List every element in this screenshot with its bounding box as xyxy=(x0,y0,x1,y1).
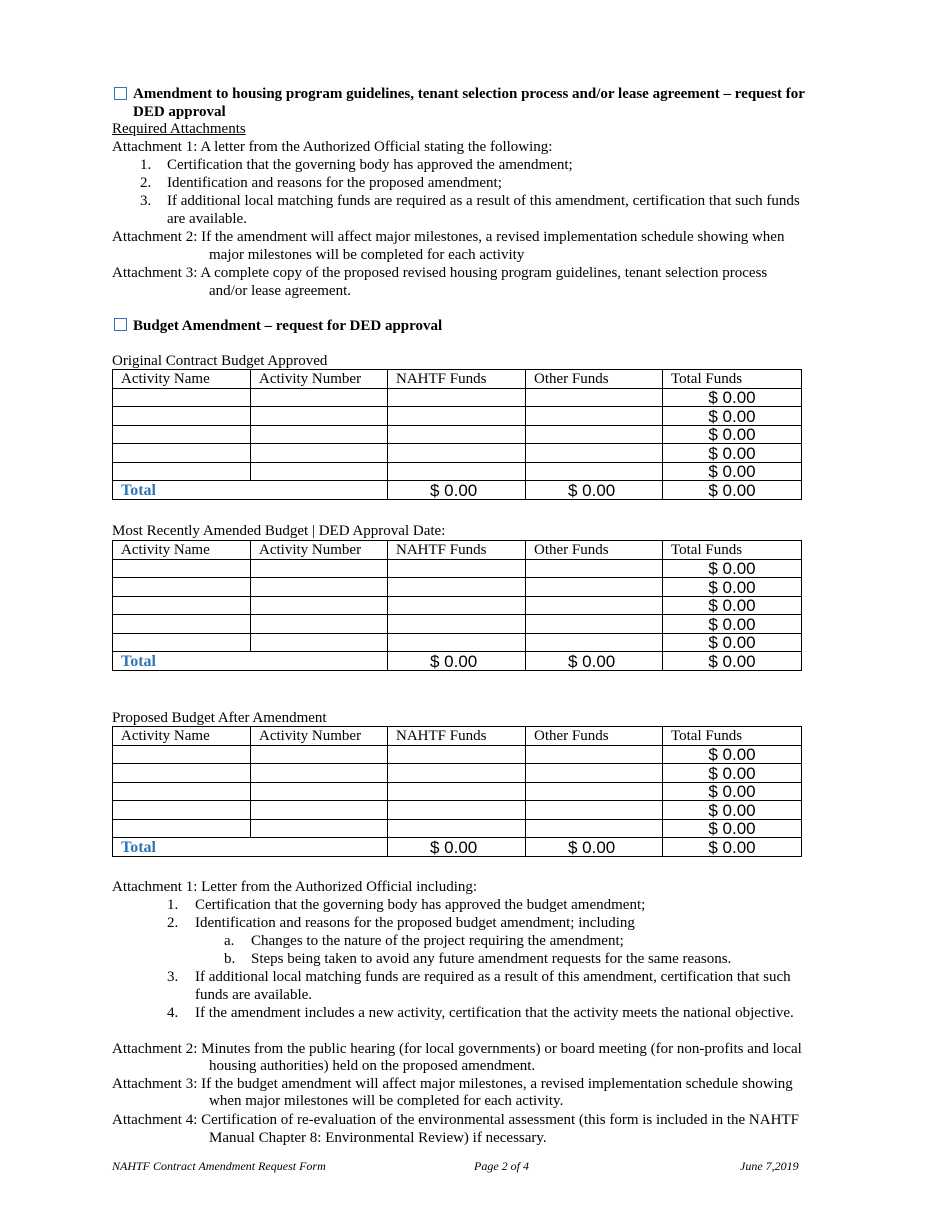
activity-name-field[interactable] xyxy=(113,745,251,764)
budget-item-2a-letter: a. xyxy=(224,933,235,949)
activity-number-field[interactable] xyxy=(251,407,388,426)
header-activity-name: Activity Name xyxy=(113,727,251,746)
budget-attachment3: Attachment 3: If the budget amendment will affect major milestones, a revised implementation schedule showing xyxy=(112,1076,793,1092)
other-funds-field[interactable] xyxy=(526,407,663,426)
row-total-funds: $ 0.00 xyxy=(663,801,802,820)
total-total-funds: $ 0.00 xyxy=(663,838,802,857)
budget-item-1-text: Certification that the governing body has approved the budget amendment; xyxy=(195,897,646,913)
table-row xyxy=(113,745,802,764)
row-total-funds: $ 0.00 xyxy=(663,578,802,597)
section1-item-1-text: Certification that the governing body has approved the amendment; xyxy=(167,157,573,173)
activity-number-field[interactable] xyxy=(251,615,388,634)
table-row xyxy=(113,782,802,801)
activity-number-field[interactable] xyxy=(251,559,388,578)
section1-attachment3: Attachment 3: A complete copy of the proposed revised housing program guidelines, tenant selection process xyxy=(112,265,768,281)
table-header-row xyxy=(113,727,802,746)
header-other-funds: Other Funds xyxy=(526,541,663,560)
activity-number-field[interactable] xyxy=(251,633,388,652)
budget-item-3-num: 3. xyxy=(167,969,179,985)
header-other-funds: Other Funds xyxy=(526,727,663,746)
other-funds-field[interactable] xyxy=(526,819,663,838)
other-funds-field[interactable] xyxy=(526,596,663,615)
activity-number-field[interactable] xyxy=(251,578,388,597)
table-total-row xyxy=(113,652,802,671)
activity-name-field[interactable] xyxy=(113,559,251,578)
row-total-funds: $ 0.00 xyxy=(663,782,802,801)
nahtf-funds-field[interactable] xyxy=(388,801,526,820)
activity-name-field[interactable] xyxy=(113,388,251,407)
activity-name-field[interactable] xyxy=(113,615,251,634)
total-label: Total xyxy=(113,838,388,857)
nahtf-funds-field[interactable] xyxy=(388,462,526,481)
header-nahtf-funds: NAHTF Funds xyxy=(388,541,526,560)
table-row xyxy=(113,578,802,597)
other-funds-field[interactable] xyxy=(526,578,663,597)
activity-name-field[interactable] xyxy=(113,444,251,463)
header-total-funds: Total Funds xyxy=(663,370,802,389)
proposed-budget-table xyxy=(112,726,802,857)
row-total-funds: $ 0.00 xyxy=(663,615,802,634)
activity-number-field[interactable] xyxy=(251,745,388,764)
header-activity-number: Activity Number xyxy=(251,727,388,746)
nahtf-funds-field[interactable] xyxy=(388,764,526,783)
activity-number-field[interactable] xyxy=(251,801,388,820)
activity-name-field[interactable] xyxy=(113,819,251,838)
budget-item-3-text: If additional local matching funds are required as a result of this amendment, certification that such xyxy=(195,969,791,985)
amended-budget-caption: Most Recently Amended Budget | DED Approval Date: xyxy=(112,523,446,539)
housing-guidelines-checkbox[interactable] xyxy=(114,87,127,100)
budget-item-2b-letter: b. xyxy=(224,951,236,967)
other-funds-field[interactable] xyxy=(526,462,663,481)
table-row xyxy=(113,388,802,407)
footer-page-number: Page 2 of 4 xyxy=(474,1159,529,1173)
other-funds-field[interactable] xyxy=(526,425,663,444)
activity-number-field[interactable] xyxy=(251,782,388,801)
original-budget-caption: Original Contract Budget Approved xyxy=(112,353,328,369)
section1-item-3-text-cont: are available. xyxy=(167,211,247,227)
row-total-funds: $ 0.00 xyxy=(663,407,802,426)
row-total-funds: $ 0.00 xyxy=(663,388,802,407)
other-funds-field[interactable] xyxy=(526,444,663,463)
row-total-funds: $ 0.00 xyxy=(663,745,802,764)
budget-item-2-num: 2. xyxy=(167,915,179,931)
original-budget-table xyxy=(112,369,802,500)
total-nahtf-funds: $ 0.00 xyxy=(388,652,526,671)
total-other-funds: $ 0.00 xyxy=(526,481,663,500)
activity-name-field[interactable] xyxy=(113,578,251,597)
row-total-funds: $ 0.00 xyxy=(663,425,802,444)
total-other-funds: $ 0.00 xyxy=(526,652,663,671)
section1-item-2-num: 2. xyxy=(140,175,152,191)
other-funds-field[interactable] xyxy=(526,764,663,783)
activity-name-field[interactable] xyxy=(113,801,251,820)
activity-name-field[interactable] xyxy=(113,462,251,481)
budget-item-3-text-cont: funds are available. xyxy=(195,987,313,1003)
activity-number-field[interactable] xyxy=(251,596,388,615)
row-total-funds: $ 0.00 xyxy=(663,559,802,578)
section2-heading: Budget Amendment – request for DED approval xyxy=(133,318,443,334)
budget-item-2a-text: Changes to the nature of the project requiring the amendment; xyxy=(251,933,624,949)
budget-item-2b-text: Steps being taken to avoid any future amendment requests for the same reasons. xyxy=(251,951,732,967)
activity-number-field[interactable] xyxy=(251,462,388,481)
nahtf-funds-field[interactable] xyxy=(388,782,526,801)
budget-item-4-num: 4. xyxy=(167,1005,179,1021)
nahtf-funds-field[interactable] xyxy=(388,559,526,578)
activity-number-field[interactable] xyxy=(251,388,388,407)
footer-date: June 7,2019 xyxy=(740,1159,799,1173)
row-total-funds: $ 0.00 xyxy=(663,462,802,481)
activity-number-field[interactable] xyxy=(251,819,388,838)
table-row xyxy=(113,801,802,820)
other-funds-field[interactable] xyxy=(526,388,663,407)
table-total-row xyxy=(113,838,802,857)
other-funds-field[interactable] xyxy=(526,801,663,820)
total-other-funds: $ 0.00 xyxy=(526,838,663,857)
budget-attachment4-cont: Manual Chapter 8: Environmental Review) if necessary. xyxy=(209,1130,547,1146)
row-total-funds: $ 0.00 xyxy=(663,444,802,463)
nahtf-funds-field[interactable] xyxy=(388,444,526,463)
other-funds-field[interactable] xyxy=(526,559,663,578)
nahtf-funds-field[interactable] xyxy=(388,745,526,764)
header-activity-name: Activity Name xyxy=(113,541,251,560)
budget-item-1-num: 1. xyxy=(167,897,179,913)
table-row xyxy=(113,559,802,578)
budget-attachment2-cont: housing authorities) held on the proposed amendment. xyxy=(209,1058,536,1074)
nahtf-funds-field[interactable] xyxy=(388,388,526,407)
total-label: Total xyxy=(113,652,388,671)
table-row xyxy=(113,615,802,634)
table-total-row xyxy=(113,481,802,500)
header-nahtf-funds: NAHTF Funds xyxy=(388,727,526,746)
section1-attachment2: Attachment 2: If the amendment will affect major milestones, a revised implementation schedule showing when xyxy=(112,229,785,245)
nahtf-funds-field[interactable] xyxy=(388,407,526,426)
budget-attachment4: Attachment 4: Certification of re-evaluation of the environmental assessment (this form is included in the NAHTF xyxy=(112,1112,799,1128)
section1-item-1-num: 1. xyxy=(140,157,152,173)
other-funds-field[interactable] xyxy=(526,782,663,801)
row-total-funds: $ 0.00 xyxy=(663,633,802,652)
table-row xyxy=(113,633,802,652)
activity-name-field[interactable] xyxy=(113,407,251,426)
header-other-funds: Other Funds xyxy=(526,370,663,389)
footer-form-name: NAHTF Contract Amendment Request Form xyxy=(112,1159,326,1173)
activity-number-field[interactable] xyxy=(251,444,388,463)
header-total-funds: Total Funds xyxy=(663,727,802,746)
total-total-funds: $ 0.00 xyxy=(663,652,802,671)
activity-name-field[interactable] xyxy=(113,633,251,652)
amended-budget-table xyxy=(112,540,802,671)
proposed-budget-caption: Proposed Budget After Amendment xyxy=(112,710,327,726)
section1-attachment1: Attachment 1: A letter from the Authorized Official stating the following: xyxy=(112,139,553,155)
section1-heading-line2: DED approval xyxy=(133,104,226,120)
activity-name-field[interactable] xyxy=(113,764,251,783)
section1-heading-line1: Amendment to housing program guidelines, tenant selection process and/or lease agreement – request for xyxy=(133,86,805,102)
row-total-funds: $ 0.00 xyxy=(663,596,802,615)
budget-attachment1: Attachment 1: Letter from the Authorized Official including: xyxy=(112,879,478,895)
total-nahtf-funds: $ 0.00 xyxy=(388,481,526,500)
other-funds-field[interactable] xyxy=(526,633,663,652)
activity-number-field[interactable] xyxy=(251,425,388,444)
row-total-funds: $ 0.00 xyxy=(663,819,802,838)
section1-attachment2-cont: major milestones will be completed for each activity xyxy=(209,247,525,263)
budget-item-4-text: If the amendment includes a new activity, certification that the activity meets the national objective. xyxy=(195,1005,794,1021)
table-row xyxy=(113,425,802,444)
budget-amendment-checkbox[interactable] xyxy=(114,318,127,331)
section1-item-3-text: If additional local matching funds are required as a result of this amendment, certification that such funds xyxy=(167,193,800,209)
budget-item-2-text: Identification and reasons for the proposed budget amendment; including xyxy=(195,915,635,931)
total-label: Total xyxy=(113,481,388,500)
table-row xyxy=(113,764,802,783)
table-row xyxy=(113,462,802,481)
header-activity-number: Activity Number xyxy=(251,370,388,389)
table-header-row xyxy=(113,541,802,560)
nahtf-funds-field[interactable] xyxy=(388,596,526,615)
header-activity-number: Activity Number xyxy=(251,541,388,560)
section1-attachment3-cont: and/or lease agreement. xyxy=(209,283,352,299)
nahtf-funds-field[interactable] xyxy=(388,633,526,652)
nahtf-funds-field[interactable] xyxy=(388,819,526,838)
header-total-funds: Total Funds xyxy=(663,541,802,560)
table-header-row xyxy=(113,370,802,389)
activity-number-field[interactable] xyxy=(251,764,388,783)
total-total-funds: $ 0.00 xyxy=(663,481,802,500)
activity-name-field[interactable] xyxy=(113,596,251,615)
activity-name-field[interactable] xyxy=(113,425,251,444)
nahtf-funds-field[interactable] xyxy=(388,615,526,634)
header-nahtf-funds: NAHTF Funds xyxy=(388,370,526,389)
section1-item-3-num: 3. xyxy=(140,193,152,209)
total-nahtf-funds: $ 0.00 xyxy=(388,838,526,857)
table-row xyxy=(113,819,802,838)
header-activity-name: Activity Name xyxy=(113,370,251,389)
section1-item-2-text: Identification and reasons for the proposed amendment; xyxy=(167,175,502,191)
nahtf-funds-field[interactable] xyxy=(388,425,526,444)
budget-attachment3-cont: when major milestones will be completed for each activity. xyxy=(209,1093,564,1109)
nahtf-funds-field[interactable] xyxy=(388,578,526,597)
activity-name-field[interactable] xyxy=(113,782,251,801)
table-row xyxy=(113,444,802,463)
table-row xyxy=(113,596,802,615)
row-total-funds: $ 0.00 xyxy=(663,764,802,783)
budget-attachment2: Attachment 2: Minutes from the public hearing (for local governments) or board meeting (for non-profits and local xyxy=(112,1041,802,1057)
table-row xyxy=(113,407,802,426)
other-funds-field[interactable] xyxy=(526,745,663,764)
required-attachments-label: Required Attachments xyxy=(112,121,246,137)
other-funds-field[interactable] xyxy=(526,615,663,634)
